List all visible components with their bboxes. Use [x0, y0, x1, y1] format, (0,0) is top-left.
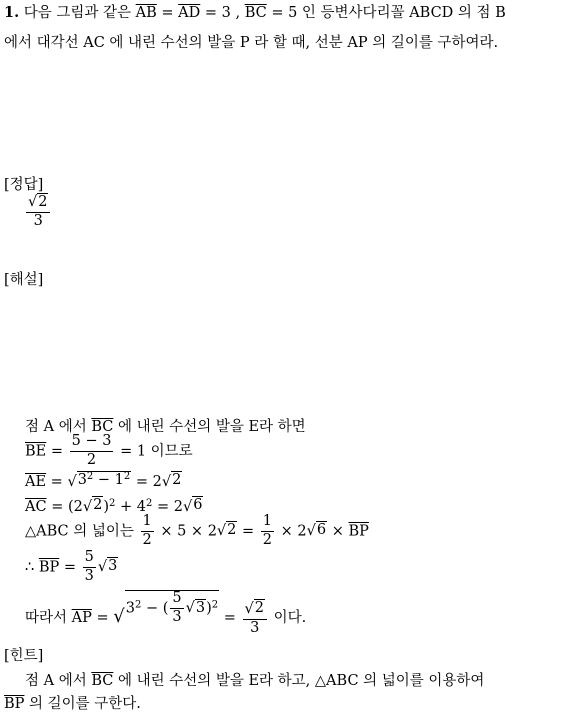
- problem-text: = 5 인 등변사다리꼴 ABCD 의 점 B: [271, 5, 506, 21]
- radicand: 6: [316, 521, 327, 538]
- exponent: 2: [123, 471, 131, 482]
- radicand: 3: [195, 600, 206, 617]
- solution-text: 따라서: [25, 609, 68, 626]
- equals-sign: =: [242, 523, 255, 540]
- segment-ac: $\overline{AC}$: [25, 498, 47, 515]
- solution-line-3: $\overline{AE}$ = √ $3^2 - 1^2$ = 2√ 2: [25, 471, 182, 490]
- radicand: 2: [227, 521, 237, 538]
- radicand: 3: [125, 600, 135, 617]
- solution-text: = 2: [135, 473, 162, 490]
- hint-text: 의 길이를 구한다.: [29, 696, 141, 712]
- solution-text: 에 내린 수선의 발을 E라 하면: [117, 419, 306, 435]
- exponent: 2: [86, 471, 94, 482]
- equals-sign: =: [50, 443, 64, 460]
- radicand: 2: [93, 497, 103, 513]
- problem-text: 다음 그림과 같은: [23, 5, 132, 21]
- segment-bc: $\overline{BC}$: [91, 419, 114, 435]
- exponent: 2: [109, 497, 116, 509]
- value-text: = 3 ,: [204, 5, 241, 21]
- solution-header: [해설]: [4, 272, 44, 288]
- solution-line-2: [25, 434, 193, 469]
- radicand: 3: [108, 557, 118, 574]
- answer-header: [정답]: [4, 177, 44, 193]
- answer-fraction: √ 2 3: [24, 193, 52, 230]
- exponent: 2: [145, 497, 153, 509]
- exponent: 2: [211, 599, 219, 611]
- operator: − 1: [93, 472, 124, 488]
- equals-sign: =: [50, 473, 63, 490]
- answer-denominator: 3: [33, 213, 43, 230]
- segment-bc: $\overline{BC}$: [91, 673, 114, 689]
- fraction-numerator: 5 − 3: [70, 434, 114, 452]
- segment-ap: $\overline{AP}$: [71, 609, 92, 626]
- solution-text: 이다.: [273, 609, 307, 626]
- problem-line-1: [4, 6, 506, 21]
- hint-line-1: [25, 674, 484, 689]
- solution-text: + 4: [115, 498, 146, 515]
- fraction-numerator: 5: [170, 591, 183, 609]
- therefore-symbol: ∴: [25, 559, 35, 576]
- fraction-denominator: 2: [86, 451, 97, 468]
- solution-text: ): [206, 600, 212, 617]
- hint-text: 점 A 에서: [25, 673, 87, 689]
- segment-bp: $\overline{BP}$: [4, 696, 25, 712]
- solution-line-4: $\overline{AC} = (2√$ 2 )$^2 + 4^2 = 2√$ 6: [25, 497, 203, 515]
- operator: ×: [331, 523, 344, 540]
- fraction-denominator: 3: [84, 567, 94, 584]
- segment-bp: $\overline{BP}$: [38, 559, 60, 576]
- hint-line-2: [4, 697, 141, 712]
- fraction-numerator: 1: [261, 514, 274, 532]
- solution-text: − (: [141, 600, 169, 617]
- solution-text: × 2: [280, 523, 307, 540]
- segment-ad: $\overline{AD}$: [178, 5, 201, 21]
- exponent: 2: [134, 599, 142, 611]
- segment-ab: $\overline{AB}$: [135, 5, 157, 21]
- segment-bc: $\overline{BC}$: [244, 5, 267, 21]
- solution-text: 점 A 에서: [25, 419, 87, 435]
- fraction-numerator: 1: [141, 514, 154, 532]
- solution-line-7: 따라서 $\overline{AP}$ = √ $3^2$ − ( $\frac{5}{3}$ √ 3 )$^2$ = √ 2 3 이다.: [25, 590, 307, 636]
- solution-text: = (2: [51, 498, 83, 515]
- solution-text: = 1 이므로: [120, 443, 193, 460]
- radicand: 6: [193, 497, 203, 513]
- problem-line-2: 에서 대각선 AC 에 내린 수선의 발을 P 라 할 때, 선분 AP 의 길이를 구하여라.: [4, 35, 499, 51]
- fraction-denominator: 3: [250, 619, 260, 636]
- equals-sign: =: [96, 609, 109, 626]
- fraction-numerator: 5: [83, 550, 96, 568]
- segment-ae: $\overline{AE}$: [25, 473, 47, 490]
- solution-text: × 5 × 2: [160, 523, 217, 540]
- fraction-denominator: 2: [262, 531, 273, 548]
- equals-sign: =: [223, 609, 236, 626]
- segment-be: $\overline{BE}$: [25, 443, 47, 460]
- fraction-denominator: 3: [172, 608, 182, 625]
- solution-text: ): [103, 498, 109, 515]
- segment-bp: $\overline{BP}$: [348, 523, 369, 540]
- solution-text: = 2: [152, 498, 183, 515]
- equals-sign: =: [161, 5, 174, 21]
- solution-line-1: [25, 420, 306, 435]
- radicand: 2: [254, 600, 264, 617]
- solution-line-6: ∴ $\overline{BP}$ = $\frac{5}{3}$ √ 3: [25, 549, 118, 584]
- equals-sign: =: [63, 559, 77, 576]
- solution-line-5: △ABC 의 넓이는 $\frac{1}{2}$ × 5 × 2√ 2 = $\frac{1}{2}$ × 2√ 6 × $\overline{BP}$: [25, 513, 369, 548]
- answer-sqrt-arg: 2: [38, 194, 48, 210]
- hint-header: [힌트]: [4, 648, 44, 664]
- solution-text: △ABC 의 넓이는: [25, 523, 134, 540]
- hint-text: 에 내린 수선의 발을 E라 하고, △ABC 의 넓이를 이용하여: [117, 673, 485, 689]
- radicand: 3: [77, 472, 87, 488]
- fraction-denominator: 2: [142, 531, 152, 548]
- radicand: 2: [172, 472, 182, 488]
- problem-number: 1.: [4, 4, 20, 21]
